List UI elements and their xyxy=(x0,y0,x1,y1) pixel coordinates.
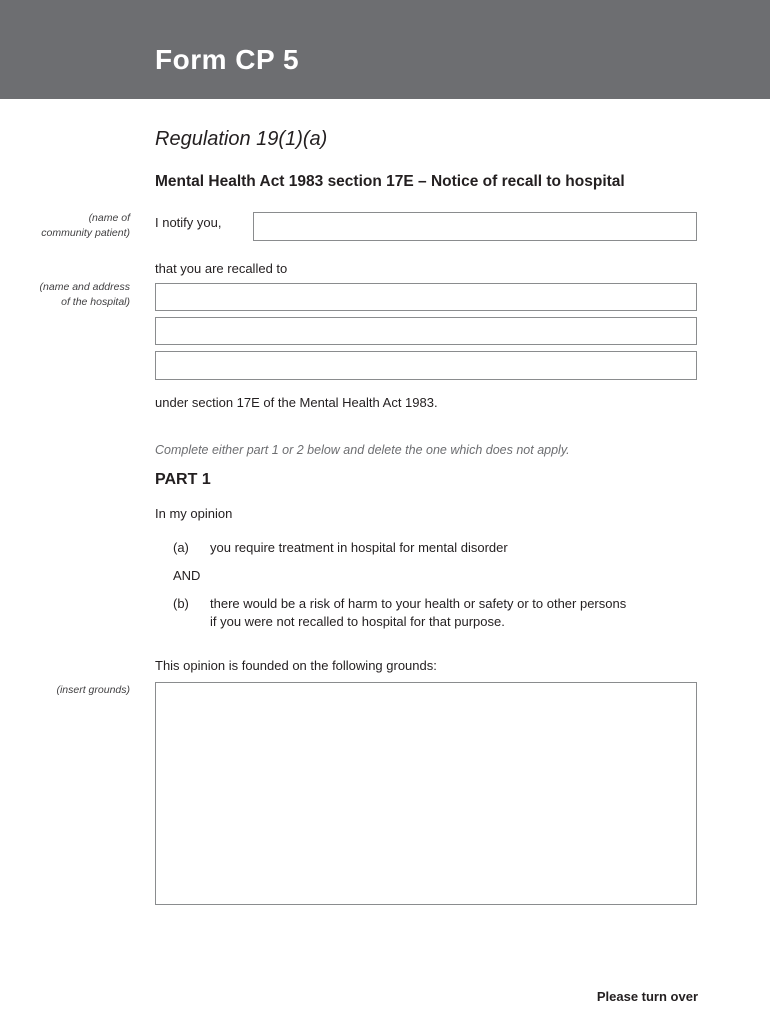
item-a-text: you require treatment in hospital for mental disorder xyxy=(210,540,508,555)
margin-note-line: of the hospital) xyxy=(61,296,130,308)
header-bar xyxy=(0,0,770,99)
form-title: Form CP 5 xyxy=(155,44,300,75)
opinion-intro: In my opinion xyxy=(155,506,233,521)
margin-note-line: (name and address xyxy=(39,281,130,293)
item-b-line: if you were not recalled to hospital for that purpose. xyxy=(210,614,505,629)
regulation-reference: Regulation 19(1)(a) xyxy=(155,128,328,150)
form-heading: Mental Health Act 1983 section 17E – Notice of recall to hospital xyxy=(155,173,625,190)
item-b-text xyxy=(210,595,626,631)
margin-note-hospital xyxy=(40,280,130,310)
hospital-address-field-2[interactable] xyxy=(155,317,697,345)
part1-heading: PART 1 xyxy=(155,471,211,488)
instruction-note: Complete either part 1 or 2 below and delete the one which does not apply. xyxy=(155,443,570,457)
margin-note-grounds: (insert grounds) xyxy=(56,684,130,696)
please-turn-over: Please turn over xyxy=(596,989,698,1004)
item-b-label: (b) xyxy=(173,596,189,611)
hospital-address-field-3[interactable] xyxy=(155,351,697,380)
margin-note-line: community patient) xyxy=(41,227,130,239)
hospital-address-field-1[interactable] xyxy=(155,283,697,311)
grounds-field[interactable] xyxy=(155,682,697,905)
item-a-label: (a) xyxy=(173,540,189,555)
margin-note-patient xyxy=(41,211,130,241)
item-b-line: there would be a risk of harm to your health or safety or to other persons xyxy=(210,596,627,611)
under-section-text: under section 17E of the Mental Health Act 1983. xyxy=(155,395,438,410)
margin-note-line: (name of xyxy=(88,212,130,224)
notify-label: I notify you, xyxy=(155,215,222,230)
grounds-intro: This opinion is founded on the following grounds: xyxy=(155,658,437,673)
and-conjunction: AND xyxy=(173,568,201,583)
recalled-label: that you are recalled to xyxy=(155,261,288,276)
patient-name-field[interactable] xyxy=(253,212,697,241)
